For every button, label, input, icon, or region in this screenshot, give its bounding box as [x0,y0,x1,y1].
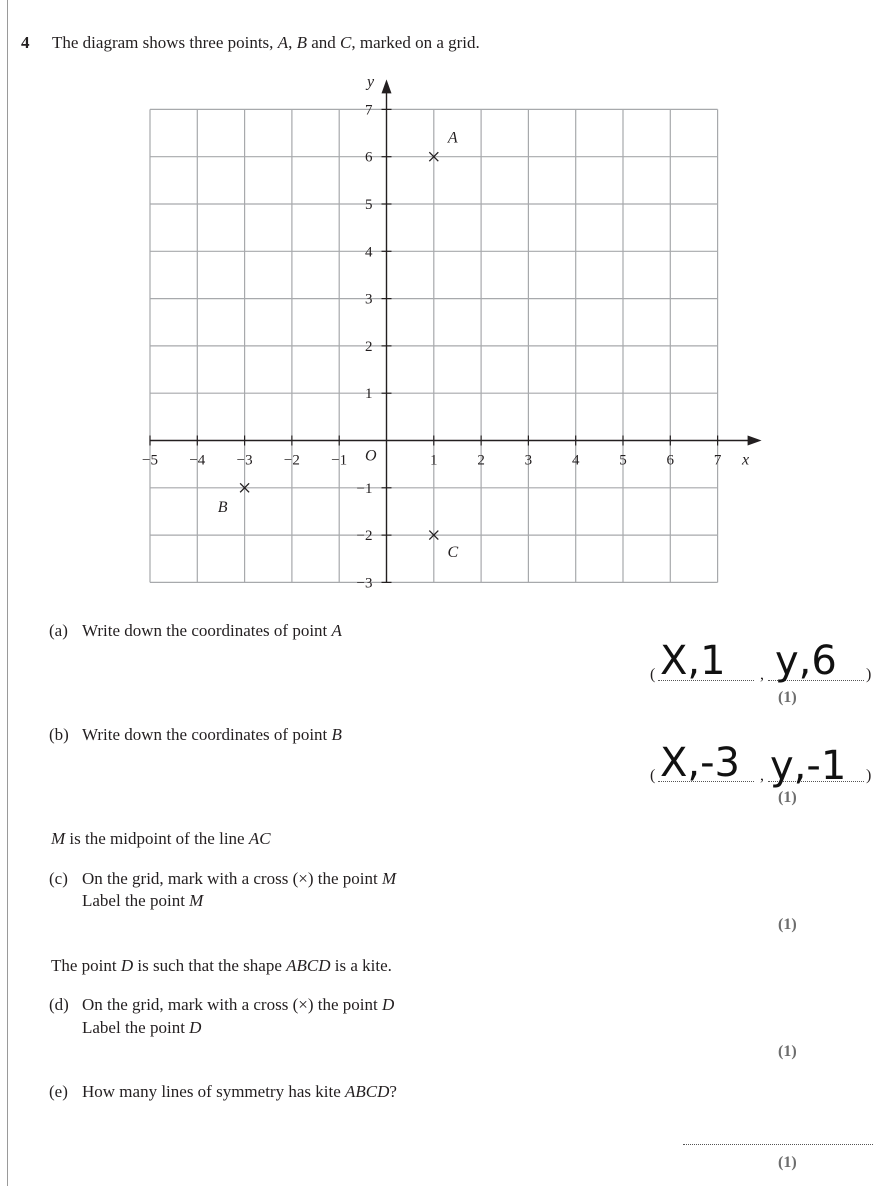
x-tick-label: 6 [666,452,675,469]
x-tick-label: −1 [331,452,348,469]
y-tick-label: 3 [365,291,373,308]
part-d-marks: (1) [778,1043,797,1060]
x-tick-label: 1 [430,452,438,469]
part-e-marks: (1) [778,1154,797,1171]
x-tick-label: 3 [524,452,533,469]
y-tick-label: −2 [356,528,373,545]
part-b-close-paren: ) [866,767,872,784]
part-b-marks: (1) [778,789,797,806]
x-tick-label: 5 [619,452,627,469]
y-tick-label: 7 [365,102,373,119]
question-number: 4 [21,33,30,52]
y-tick-label: 6 [365,149,373,166]
x-tick-label: −2 [283,452,300,469]
x-tick-label: 7 [713,452,722,469]
point-label-a: A [447,129,458,147]
y-axis-label: y [366,73,375,91]
part-a-comma: , [760,666,764,683]
y-tick-label: −3 [356,575,373,592]
part-a-close-paren: ) [866,666,872,683]
y-tick-label: −1 [356,480,373,497]
y-tick-label: 2 [365,338,373,355]
y-axis-arrow-icon [382,79,392,93]
part-d-letter: (d) [49,995,69,1014]
x-axis-label: x [742,451,750,469]
part-b-handwritten-y: y,-1 [770,743,847,789]
x-axis-arrow-icon [748,436,762,446]
part-b-letter: (b) [49,725,69,744]
y-tick-label: 4 [365,244,373,261]
y-tick-label: 1 [365,386,373,403]
part-c-letter: (c) [49,869,68,888]
x-tick-label: −4 [189,452,206,469]
part-b-question: Write down the coordinates of point B [82,725,342,744]
y-tick-label: 5 [365,197,373,213]
origin-label: O [364,447,377,465]
part-b-comma: , [760,767,764,784]
x-tick-label: −3 [236,452,253,469]
part-a-handwritten-x: X,1 [660,638,726,684]
midpoint-statement: M is the midpoint of the line AC [51,829,271,848]
part-d-instruction: On the grid, mark with a cross (×) the point D [82,995,395,1014]
part-c-marks: (1) [778,916,797,933]
question-intro: The diagram shows three points, A, B and C, marked on a grid. [52,33,480,52]
kite-statement: The point D is such that the shape ABCD is a kite. [51,956,392,975]
point-label-b: B [217,498,228,516]
part-a-letter: (a) [49,621,68,640]
x-tick-label: −5 [142,452,158,469]
part-c-instruction: On the grid, mark with a cross (×) the point M [82,869,397,888]
part-e-question: How many lines of symmetry has kite ABCD? [82,1082,397,1101]
part-a-question: Write down the coordinates of point A [82,621,342,640]
x-tick-label: 4 [571,452,580,469]
part-a-handwritten-y: y,6 [775,638,837,684]
point-label-c: C [447,544,459,562]
part-b-handwritten-x: X,-3 [660,740,740,786]
part-a-open-paren: ( [650,666,656,683]
part-d-label-instruction: Label the point D [82,1018,202,1037]
x-tick-label: 2 [477,452,485,469]
part-b-open-paren: ( [650,767,656,784]
part-e-letter: (e) [49,1082,68,1101]
part-c-label-instruction: Label the point M [82,891,204,910]
part-a-marks: (1) [778,689,797,706]
part-e-answer-line[interactable] [683,1144,873,1145]
